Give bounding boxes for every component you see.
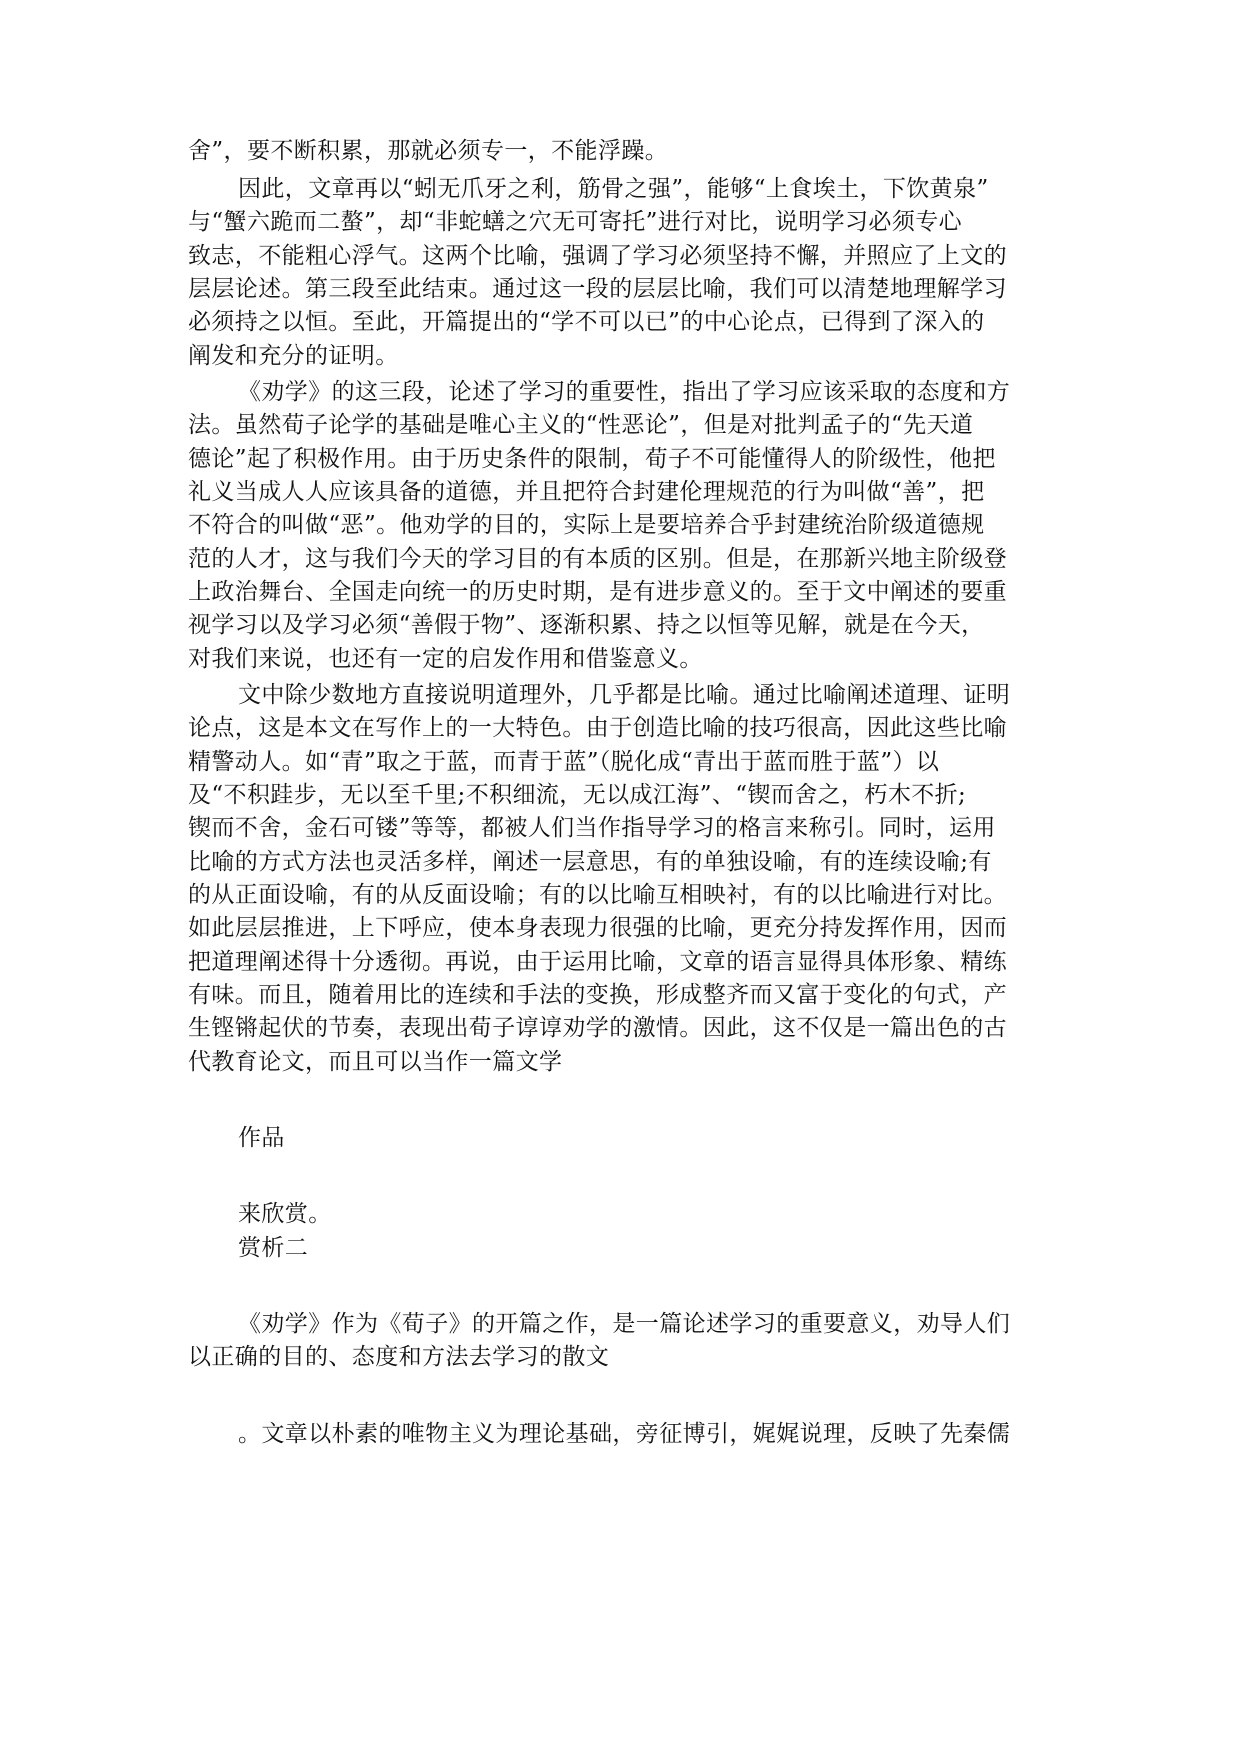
text-line: 与“蟹六跪而二螯”，却“非蛇蟮之穴无可寄托”进行对比，说明学习必须专心 bbox=[188, 209, 963, 235]
text-line: 把道理阐述得十分透彻。再说，由于运用比喻，文章的语言显得具体形象、精练 bbox=[188, 949, 1007, 975]
text-line: 生铿锵起伏的节奏，表现出荀子谆谆劝学的激情。因此，这不仅是一篇出色的古 bbox=[188, 1015, 1007, 1041]
text-line: 代教育论文，而且可以当作一篇文学 bbox=[188, 1049, 563, 1075]
text-line: 不符合的叫做“恶”。他劝学的目的，实际上是要培养合乎封建统治阶级道德规 bbox=[188, 512, 985, 538]
text-line: 礼义当成人人应该具备的道德，并且把符合封建伦理规范的行为叫做“善”，把 bbox=[188, 479, 985, 505]
text-line: 范的人才，这与我们今天的学习目的有本质的区别。但是，在那新兴地主阶级登 bbox=[188, 546, 1007, 572]
text-line: 《劝学》的这三段，论述了学习的重要性，指出了学习应该采取的态度和方 bbox=[238, 379, 1011, 405]
text-line: 层层论述。第三段至此结束。通过这一段的层层比喻，我们可以清楚地理解学习 bbox=[188, 276, 1007, 302]
text-line: 以正确的目的、态度和方法去学习的散文 bbox=[188, 1344, 610, 1370]
section-heading: 赏析二 bbox=[238, 1235, 309, 1261]
text-line: 文中除少数地方直接说明道理外，几乎都是比喻。通过比喻阐述道理、证明 bbox=[238, 682, 1011, 708]
text-line: 的从正面设喻，有的从反面设喻；有的以比喻互相映衬，有的以比喻进行对比。 bbox=[188, 882, 1007, 908]
text-line: 锲而不舍，金石可镂”等等，都被人们当作指导学习的格言来称引。同时，运用 bbox=[188, 815, 996, 841]
text-line: 对我们来说，也还有一定的启发作用和借鉴意义。 bbox=[188, 646, 703, 672]
text-line: 舍”，要不断积累，那就必须专一，不能浮躁。 bbox=[188, 138, 669, 164]
text-line: 视学习以及学习必须“善假于物”、逐渐积累、持之以恒等见解，就是在今天， bbox=[188, 612, 985, 638]
text-line: 如此层层推进，上下呼应，使本身表现力很强的比喻，更充分持发挥作用，因而 bbox=[188, 915, 1007, 941]
text-line: 阐发和充分的证明。 bbox=[188, 343, 399, 369]
text-line: 精警动人。如“青”取之于蓝，而青于蓝”（脱化成“青出于蓝而胜于蓝”）以 bbox=[188, 749, 940, 775]
text-line: 法。虽然荀子论学的基础是唯心主义的“性恶论”，但是对批判孟子的“先天道 bbox=[188, 412, 974, 438]
text-line: 论点，这是本文在写作上的一大特色。由于创造比喻的技巧很高，因此这些比喻 bbox=[188, 715, 1007, 741]
text-line: 比喻的方式方法也灵活多样，阐述一层意思，有的单独设喻，有的连续设喻;有 bbox=[188, 849, 992, 875]
text-line: 德论”起了积极作用。由于历史条件的限制，荀子不可能懂得人的阶级性，他把 bbox=[188, 446, 996, 472]
text-line: 来欣赏。 bbox=[238, 1201, 332, 1227]
text-line: 。文章以朴素的唯物主义为理论基础，旁征博引，娓娓说理，反映了先秦儒 bbox=[238, 1421, 1011, 1447]
text-line: 必须持之以恒。至此，开篇提出的“学不可以已”的中心论点，已得到了深入的 bbox=[188, 309, 985, 335]
text-line: 作品 bbox=[238, 1125, 285, 1151]
text-line: 《劝学》作为《荀子》的开篇之作，是一篇论述学习的重要意义，劝导人们 bbox=[238, 1311, 1011, 1337]
text-line: 及“不积跬步，无以至千里;不积细流，无以成江海”、“锲而舍之，朽木不折; bbox=[188, 782, 967, 808]
text-line: 上政治舞台、全国走向统一的历史时期，是有进步意义的。至于文中阐述的要重 bbox=[188, 579, 1007, 605]
text-line: 因此，文章再以“蚓无爪牙之利，筋骨之强”，能够“上食埃土，下饮黄泉” bbox=[238, 176, 989, 202]
text-line: 致志，不能粗心浮气。这两个比喻，强调了学习必须坚持不懈，并照应了上文的 bbox=[188, 243, 1007, 269]
text-line: 有味。而且，随着用比的连续和手法的变换，形成整齐而又富于变化的句式，产 bbox=[188, 982, 1007, 1008]
